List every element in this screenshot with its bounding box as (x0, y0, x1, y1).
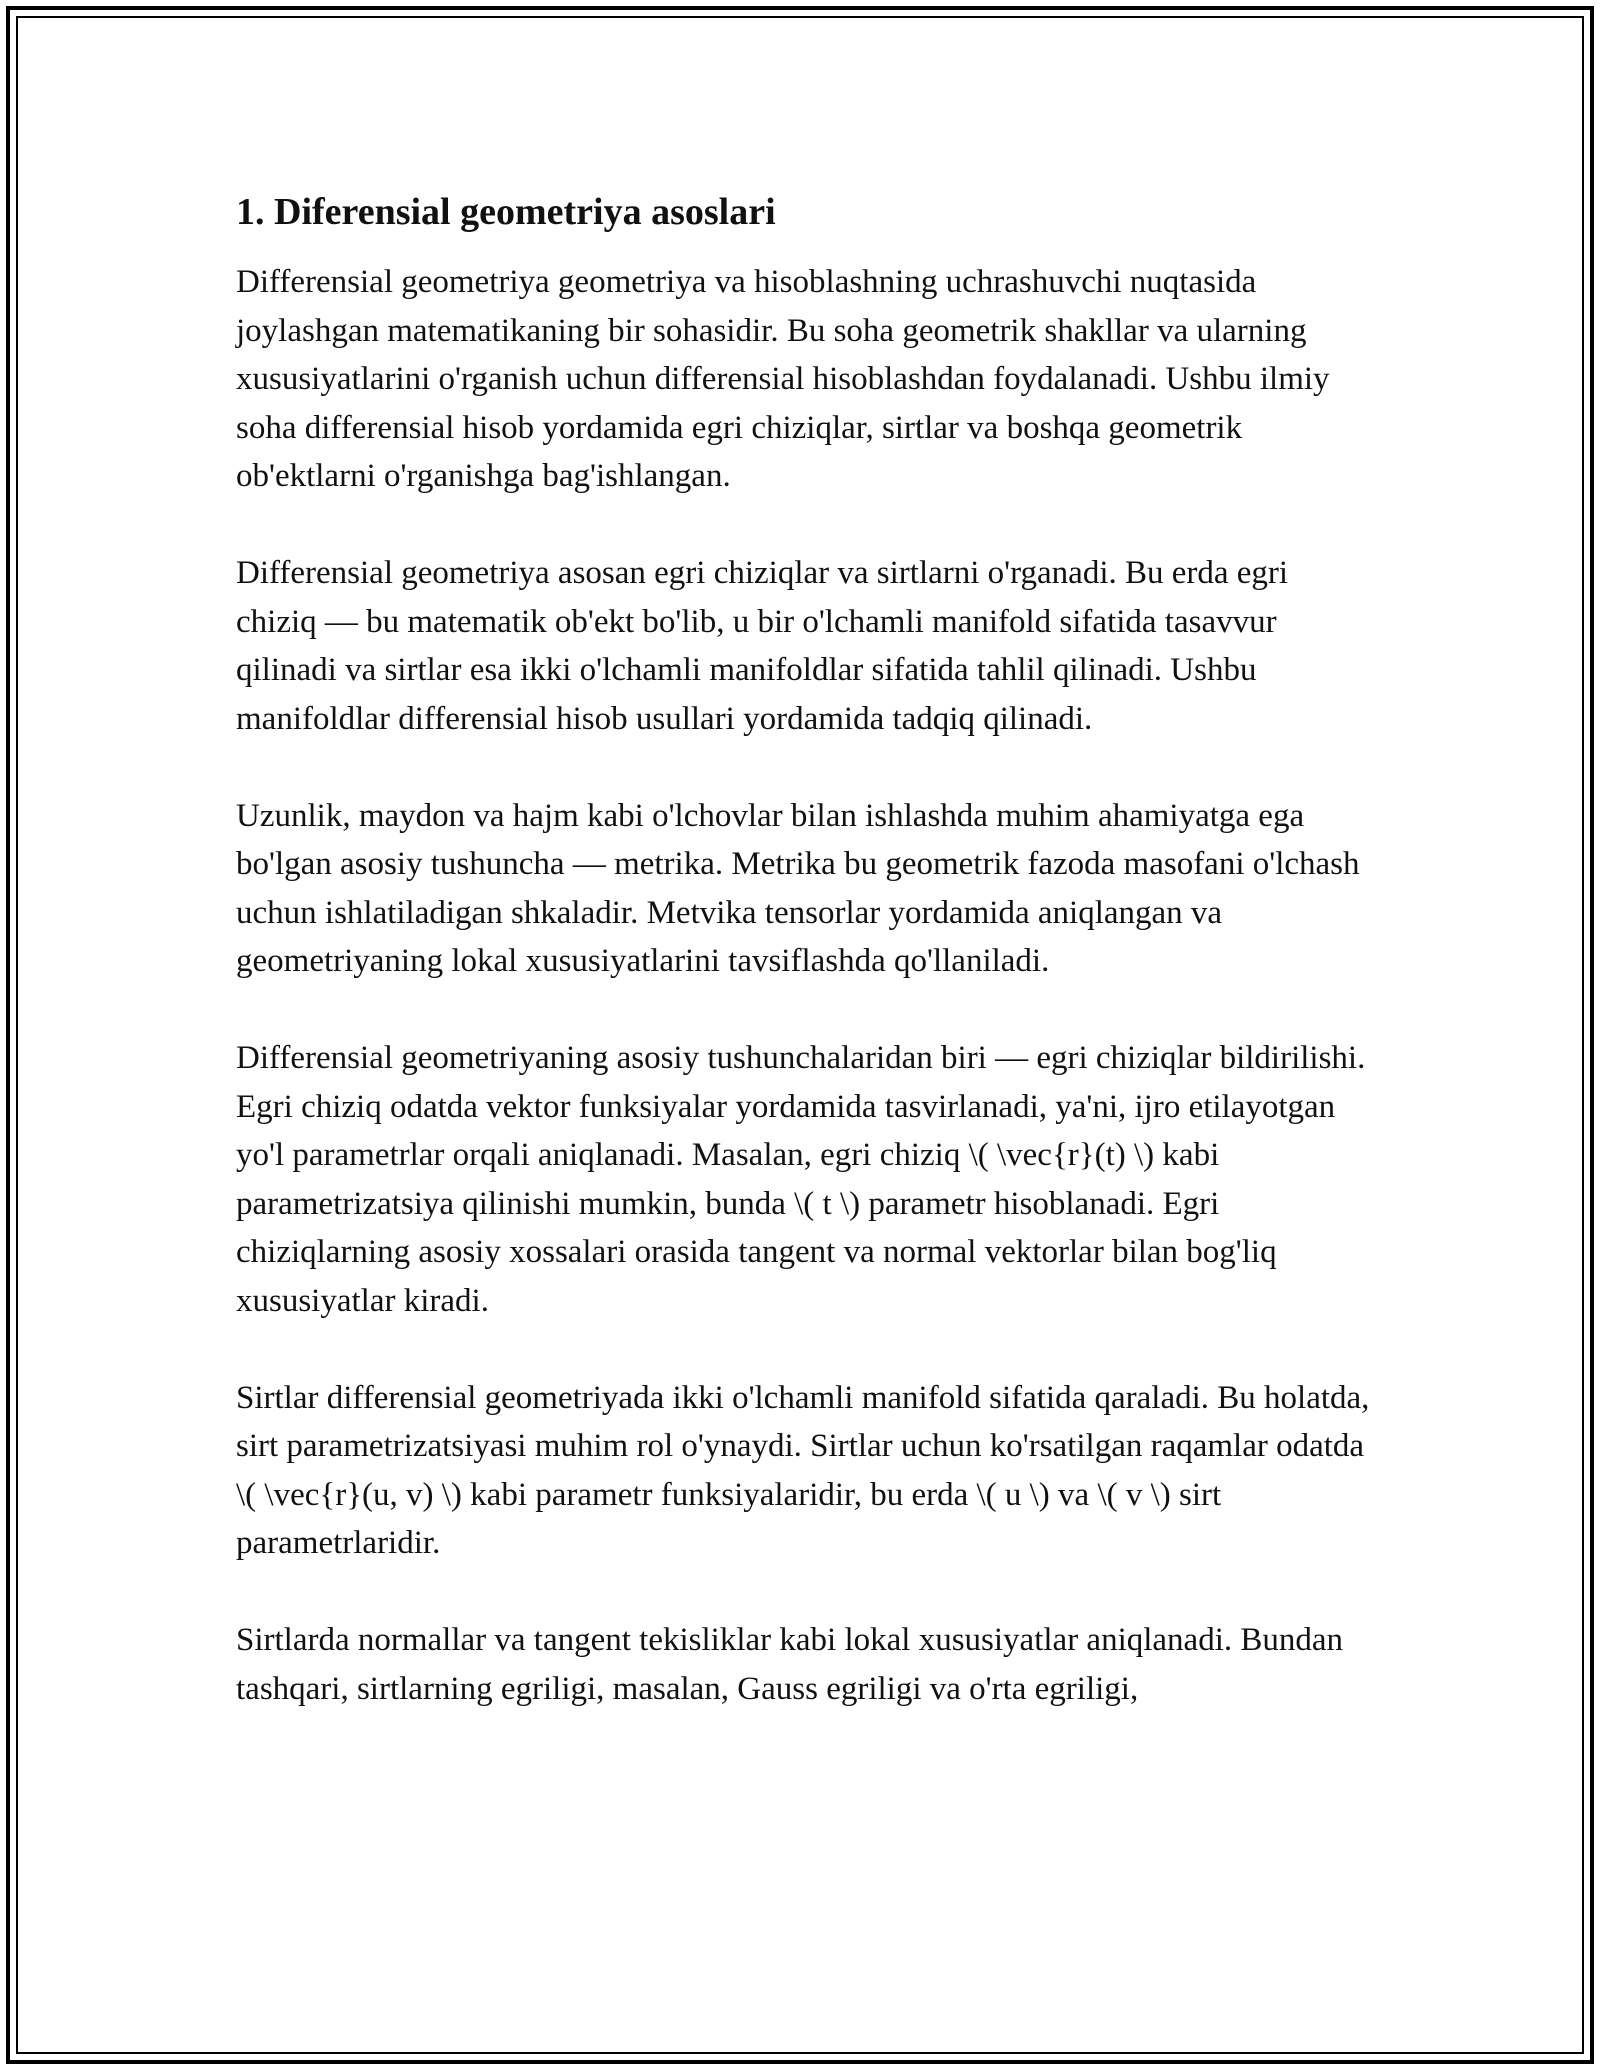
paragraph-curves-surfaces: Differensial geometriya asosan egri chiziqlar va sirtlarni o'rganadi. Bu erda egri chiziq — bu matematik ob'ekt bo'lib, u bir o'lchamli manifold sifatida tasavvur qilinadi va sirtlar esa ikki o'lchamli manifoldlar sifatida tahlil qilinadi. Ushbu manifoldlar differensial hisob usullari yordamida tadqiq qilinadi. (236, 555, 1289, 737)
document-body (236, 186, 1376, 1762)
paragraph-metric: Uzunlik, maydon va hajm kabi o'lchovlar bilan ishlashda muhim ahamiyatga ega bo'lgan asosiy tushuncha — metrika. Metrika bu geometrik fazoda masofani o'lchash uchun ishlatiladigan shkaladir. Metvika tensorlar yordamida aniqlangan va geometriyaning lokal xususiyatlarini tavsiflashda qo'llaniladi. (236, 797, 1360, 979)
paragraph-intro: Differensial geometriya geometriya va hisoblashning uchrashuvchi nuqtasida joylashgan matematikaning bir sohasidir. Bu soha geometrik shakllar va ularning xususiyatlarini o'rganish uchun differensial hisoblashdan foydalanadi. Ushbu ilmiy soha differensial hisob yordamida egri chiziqlar, sirtlar va boshqa geometrik ob'ektlarni o'rganishga bag'ishlangan. (236, 264, 1330, 494)
section-title: 1. Diferensial geometriya asoslari (236, 191, 776, 233)
paragraph-surface-parametrization: Sirtlar differensial geometriyada ikki o'lchamli manifold sifatida qaraladi. Bu holatda, sirt parametrizatsiyasi muhim rol o'ynaydi. Sirtlar uchun ko'rsatilgan raqamlar odatda \( \vec{r}(u, v) \) kabi parametr funksiyalaridir, bu erda \( u \) va \( v \) sirt parametrlaridir. (236, 1379, 1370, 1561)
paragraph-surface-properties: Sirtlarda normallar va tangent tekisliklar kabi lokal xususiyatlar aniqlanadi. Bundan tashqari, sirtlarning egriligi, masalan, Gauss egriligi va o'rta egriligi, (236, 1622, 1344, 1707)
paragraph-curve-representation: Differensial geometriyaning asosiy tushunchalaridan biri — egri chiziqlar bildirilishi. Egri chiziq odatda vektor funksiyalar yordamida tasvirlanadi, ya'ni, ijro etilayotgan yo'l parametrlar orqali aniqlanadi. Masalan, egri chiziq \( \vec{r}(t) \) kabi parametrizatsiya qilinishi mumkin, bunda \( t \) parametr hisoblanadi. Egri chiziqlarning asosiy xossalari orasida tangent va normal vektorlar bilan bog'liq xususiyatlar kiradi. (236, 1040, 1366, 1319)
